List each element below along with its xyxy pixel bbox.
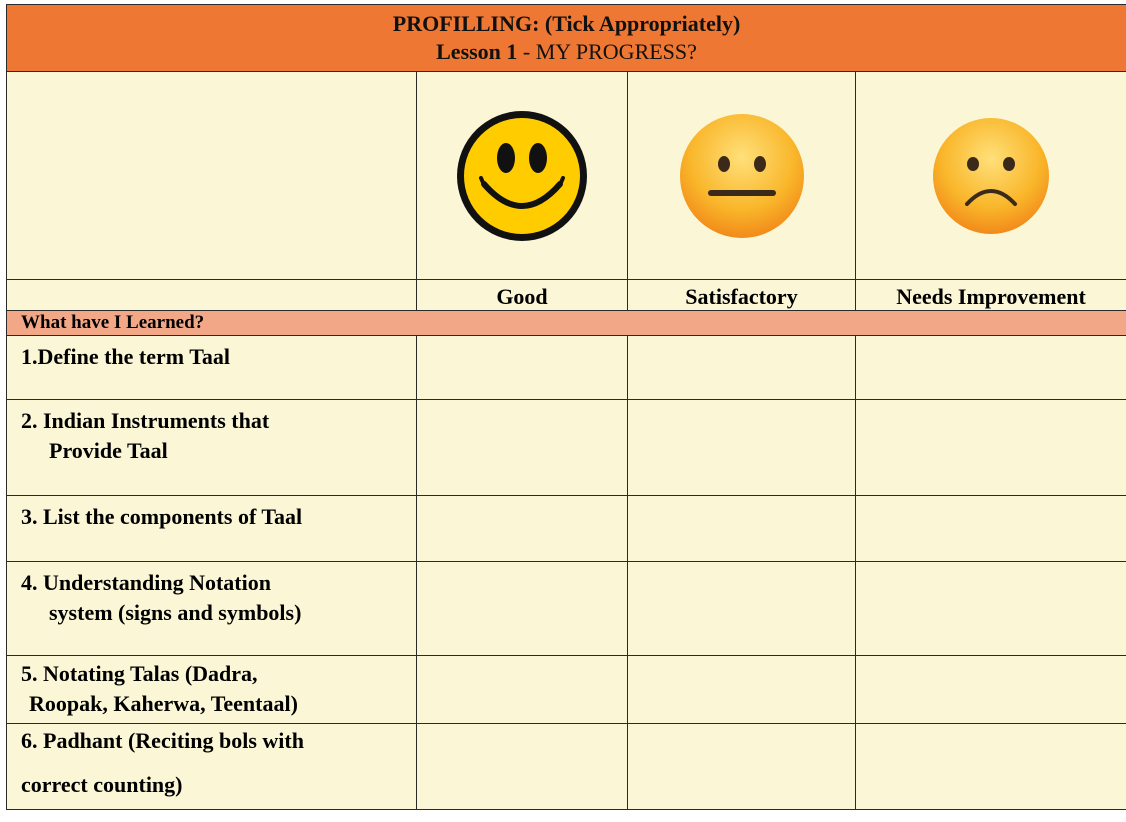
satisfactory-label: Satisfactory — [685, 284, 798, 309]
tick-cell-good[interactable] — [417, 400, 628, 496]
item-text-continued: system (signs and symbols) — [49, 600, 302, 625]
item-text-continued: Roopak, Kaherwa, Teentaal) — [29, 691, 298, 716]
tick-cell-needs-improvement[interactable] — [856, 724, 1126, 810]
table-row — [7, 562, 1126, 656]
tick-cell-satisfactory[interactable] — [628, 656, 856, 724]
good-emoji-cell — [417, 72, 628, 280]
item-text: 4. Understanding Notation — [21, 570, 271, 595]
item-label — [7, 400, 417, 496]
table-row — [7, 656, 1126, 724]
table-row — [7, 496, 1126, 562]
tick-cell-needs-improvement[interactable] — [856, 562, 1126, 656]
item-text: 3. List the components of Taal — [21, 504, 303, 529]
item-text-continued: Provide Taal — [49, 438, 168, 463]
item-text-continued: correct counting) — [21, 772, 183, 797]
progress-table — [6, 4, 1126, 810]
header-title: PROFILLING: (Tick Appropriately) — [392, 11, 741, 36]
tick-cell-satisfactory[interactable] — [628, 400, 856, 496]
good-label: Good — [496, 284, 548, 309]
needs-improvement-emoji-cell — [856, 72, 1126, 280]
tick-cell-satisfactory[interactable] — [628, 336, 856, 400]
emoji-row — [7, 72, 1126, 280]
tick-cell-satisfactory[interactable] — [628, 724, 856, 810]
label-row-blank-cell — [7, 280, 417, 311]
tick-cell-satisfactory[interactable] — [628, 562, 856, 656]
tick-cell-needs-improvement[interactable] — [856, 496, 1126, 562]
tick-cell-satisfactory[interactable] — [628, 496, 856, 562]
tick-cell-good[interactable] — [417, 496, 628, 562]
satisfactory-emoji-cell — [628, 72, 856, 280]
tick-cell-needs-improvement[interactable] — [856, 336, 1126, 400]
tick-cell-good[interactable] — [417, 724, 628, 810]
table-row — [7, 400, 1126, 496]
rating-label-row — [7, 280, 1126, 311]
tick-cell-needs-improvement[interactable] — [856, 400, 1126, 496]
item-label — [7, 656, 417, 724]
item-label — [7, 496, 417, 562]
table-row — [7, 724, 1126, 810]
section-title: What have I Learned? — [7, 311, 1126, 336]
frowning-face-icon — [929, 114, 1053, 238]
item-text: 6. Padhant (Reciting bols with — [21, 728, 304, 753]
tick-cell-needs-improvement[interactable] — [856, 656, 1126, 724]
item-label — [7, 336, 417, 400]
rating-label-needs-improvement — [856, 280, 1126, 311]
emoji-row-blank-cell — [7, 72, 417, 280]
section-row — [7, 311, 1126, 336]
item-text: 5. Notating Talas (Dadra, — [21, 661, 258, 686]
item-label — [7, 724, 417, 810]
lesson-subtitle: - MY PROGRESS? — [517, 39, 697, 64]
item-text: 2. Indian Instruments that — [21, 408, 270, 433]
needs-improvement-label: Needs Improvement — [896, 284, 1086, 309]
table-header — [7, 5, 1126, 72]
tick-cell-good[interactable] — [417, 562, 628, 656]
rating-label-satisfactory — [628, 280, 856, 311]
tick-cell-good[interactable] — [417, 336, 628, 400]
tick-cell-good[interactable] — [417, 656, 628, 724]
item-label — [7, 562, 417, 656]
neutral-face-icon — [676, 110, 808, 242]
smiley-face-icon — [454, 108, 590, 244]
lesson-number: Lesson 1 — [436, 39, 518, 64]
item-text: 1.Define the term Taal — [21, 344, 230, 369]
rating-label-good — [417, 280, 628, 311]
header-row — [7, 5, 1126, 72]
header-lesson — [7, 38, 1126, 66]
table-row — [7, 336, 1126, 400]
